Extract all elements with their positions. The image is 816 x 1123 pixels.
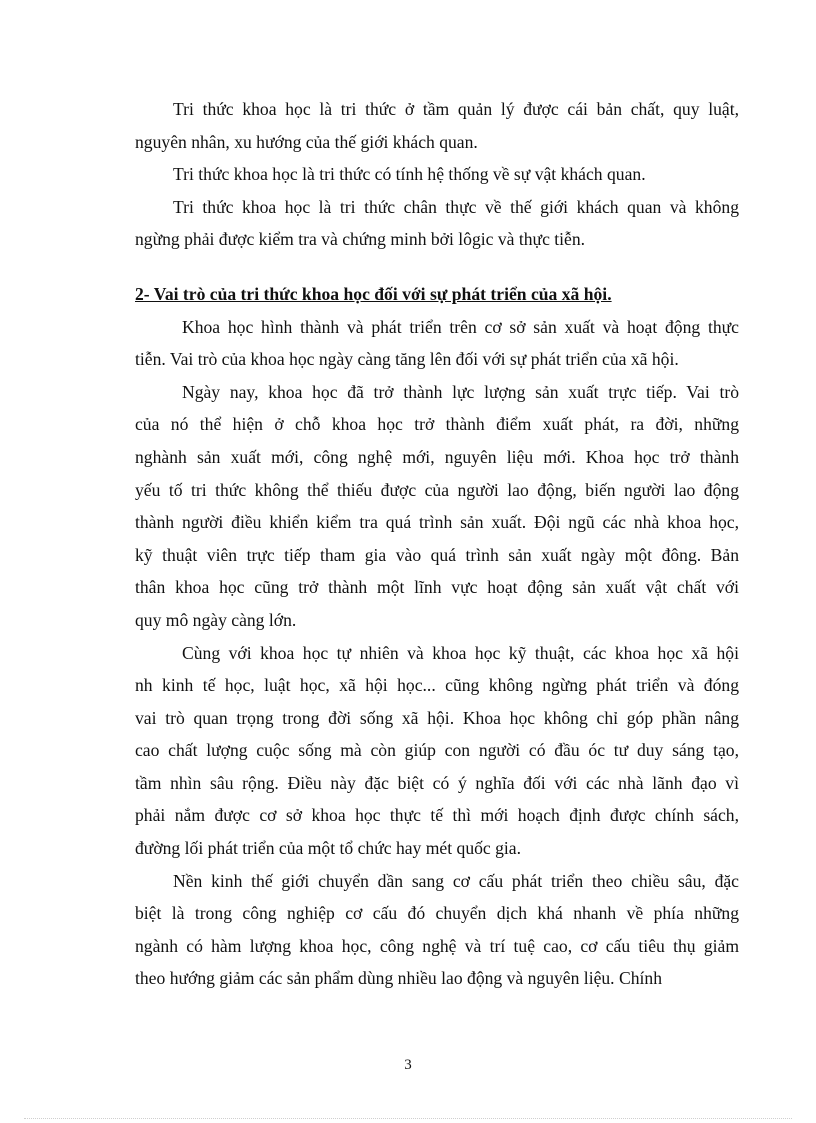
paragraph-5 <box>135 376 739 637</box>
text-line: nh kinh tế học, luật học, xã hội học... cũng không ngừng phát triển và đóng <box>135 675 739 696</box>
paragraph-7 <box>135 865 739 995</box>
paragraph-6 <box>135 637 739 865</box>
text-line: Tri thức khoa học là tri thức chân thực về thế giới khách quan và không <box>173 196 739 217</box>
text-line: tầm nhìn sâu rộng. Điều này đặc biệt có ý nghĩa đối với các nhà lãnh đạo vì <box>135 772 739 793</box>
text-line: Khoa học hình thành và phát triển trên cơ sở sản xuất và hoạt động thực <box>182 316 739 337</box>
paragraph-2 <box>135 158 739 191</box>
text-line: Nền kinh thế giới chuyển dần sang cơ cấu phát triển theo chiều sâu, đặc <box>173 870 739 891</box>
text-line: theo hướng giảm các sản phẩm dùng nhiều lao động và nguyên liệu. Chính <box>135 968 662 989</box>
paragraph-3 <box>135 191 739 256</box>
page-body <box>135 93 739 995</box>
text-line: biệt là trong công nghiệp cơ cấu đó chuyển dịch khá nhanh về phía những <box>135 903 739 924</box>
text-line: thành người điều khiển kiểm tra quá trình sản xuất. Đội ngũ các nhà khoa học, <box>135 512 739 533</box>
text-line: yếu tố tri thức không thể thiếu được của người lao động, biến người lao động <box>135 479 739 500</box>
text-line: quy mô ngày càng lớn. <box>135 609 297 630</box>
paragraph-1 <box>135 93 739 158</box>
text-line: Tri thức khoa học là tri thức ở tầm quản lý được cái bản chất, quy luật, <box>173 99 739 119</box>
section-spacer <box>135 256 739 278</box>
text-line: ngành có hàm lượng khoa học, công nghệ và trí tuệ cao, cơ cấu tiêu thụ giảm <box>135 935 739 956</box>
text-line: vai trò quan trọng trong đời sống xã hội. Khoa học không chỉ góp phần nâng <box>135 707 739 728</box>
page-bottom-divider <box>24 1118 792 1119</box>
text-line: cao chất lượng cuộc sống mà còn giúp con người có đầu óc tư duy sáng tạo, <box>135 740 739 761</box>
paragraph-4 <box>135 311 739 376</box>
text-line: Ngày nay, khoa học đã trở thành lực lượng sản xuất trực tiếp. Vai trò <box>182 381 739 402</box>
page-number: 3 <box>404 1057 412 1073</box>
text-line: của nó thể hiện ở chỗ khoa học trở thành điểm xuất phát, ra đời, những <box>135 414 739 435</box>
text-line: tiễn. Vai trò của khoa học ngày càng tăng lên đối với sự phát triển của xã hội. <box>135 349 679 370</box>
text-line: phải nắm được cơ sở khoa học thực tế thì mới hoạch định được chính sách, <box>135 805 739 826</box>
text-line: đường lối phát triển của một tổ chức hay mét quốc gia. <box>135 838 522 859</box>
text-line: kỹ thuật viên trực tiếp tham gia vào quá trình sản xuất ngày một đông. Bản <box>135 544 739 565</box>
text-line: Tri thức khoa học là tri thức có tính hệ thống về sự vật khách quan. <box>173 164 646 185</box>
text-line: nghành sản xuất mới, công nghệ mới, nguyên liệu mới. Khoa học trở thành <box>135 446 739 467</box>
text-line: Cùng với khoa học tự nhiên và khoa học kỹ thuật, các khoa học xã hội <box>182 642 739 663</box>
section-heading: 2- Vai trò của tri thức khoa học đối với sự phát triển của xã hội. <box>135 283 612 304</box>
text-line: nguyên nhân, xu hướng của thế giới khách quan. <box>135 131 478 152</box>
text-line: ngừng phải được kiểm tra và chứng minh bởi lôgic và thực tiễn. <box>135 229 586 250</box>
text-line: thân khoa học cũng trở thành một lĩnh vực hoạt động sản xuất vật chất với <box>135 577 739 598</box>
